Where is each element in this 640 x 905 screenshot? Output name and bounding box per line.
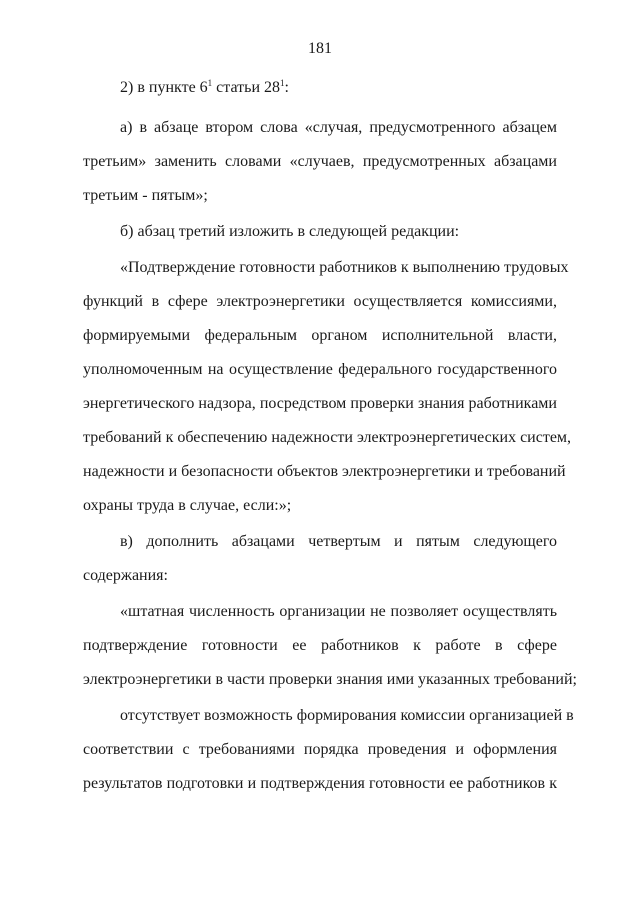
superscript: 1 bbox=[207, 78, 213, 88]
paragraph-line: результатов подготовки и подтверждения готовности ее работников к bbox=[83, 775, 557, 792]
paragraph-line: отсутствует возможность формирования комиссии организацией в bbox=[120, 707, 574, 724]
paragraph-line: уполномоченным на осуществление федерального государственного bbox=[83, 361, 557, 378]
heading-text: статьи 28 bbox=[212, 79, 280, 96]
paragraph-line: в) дополнить абзацами четвертым и пятым следующего bbox=[120, 533, 557, 550]
paragraph-line: энергетического надзора, посредством проверки знания работниками bbox=[83, 395, 557, 412]
paragraph-line: «штатная численность организации не позволяет осуществлять bbox=[120, 603, 557, 620]
paragraph-line: требований к обеспечению надежности электроэнергетических систем, bbox=[83, 429, 572, 446]
paragraph-line: функций в сфере электроэнергетики осуществляется комиссиями, bbox=[83, 293, 557, 310]
paragraph-line: «Подтверждение готовности работников к выполнению трудовых bbox=[120, 259, 569, 276]
paragraph-line: третьим - пятым»; bbox=[83, 187, 208, 204]
heading-text: 2) в пункте 6 bbox=[120, 79, 208, 96]
heading-text: : bbox=[284, 79, 289, 96]
paragraph-line: охраны труда в случае, если:»; bbox=[83, 497, 292, 514]
paragraph-line: б) абзац третий изложить в следующей редакции: bbox=[120, 223, 460, 240]
paragraph-line: подтверждение готовности ее работников к работе в сфере bbox=[83, 637, 557, 654]
paragraph-line: соответствии с требованиями порядка проведения и оформления bbox=[83, 741, 557, 758]
paragraph-line: электроэнергетики в части проверки знания ими указанных требований; bbox=[83, 671, 577, 688]
page-number: 181 bbox=[308, 40, 332, 57]
superscript: 1 bbox=[280, 78, 285, 88]
paragraph-line: надежности и безопасности объектов электроэнергетики и требований bbox=[83, 463, 566, 480]
paragraph-line: а) в абзаце втором слова «случая, предусмотренного абзацем bbox=[120, 119, 557, 136]
paragraph-line: формируемыми федеральным органом исполнительной власти, bbox=[83, 327, 557, 344]
item-heading bbox=[120, 78, 557, 98]
paragraph-line: третьим» заменить словами «случаев, предусмотренных абзацами bbox=[83, 153, 557, 170]
paragraph-line: содержания: bbox=[83, 567, 168, 584]
